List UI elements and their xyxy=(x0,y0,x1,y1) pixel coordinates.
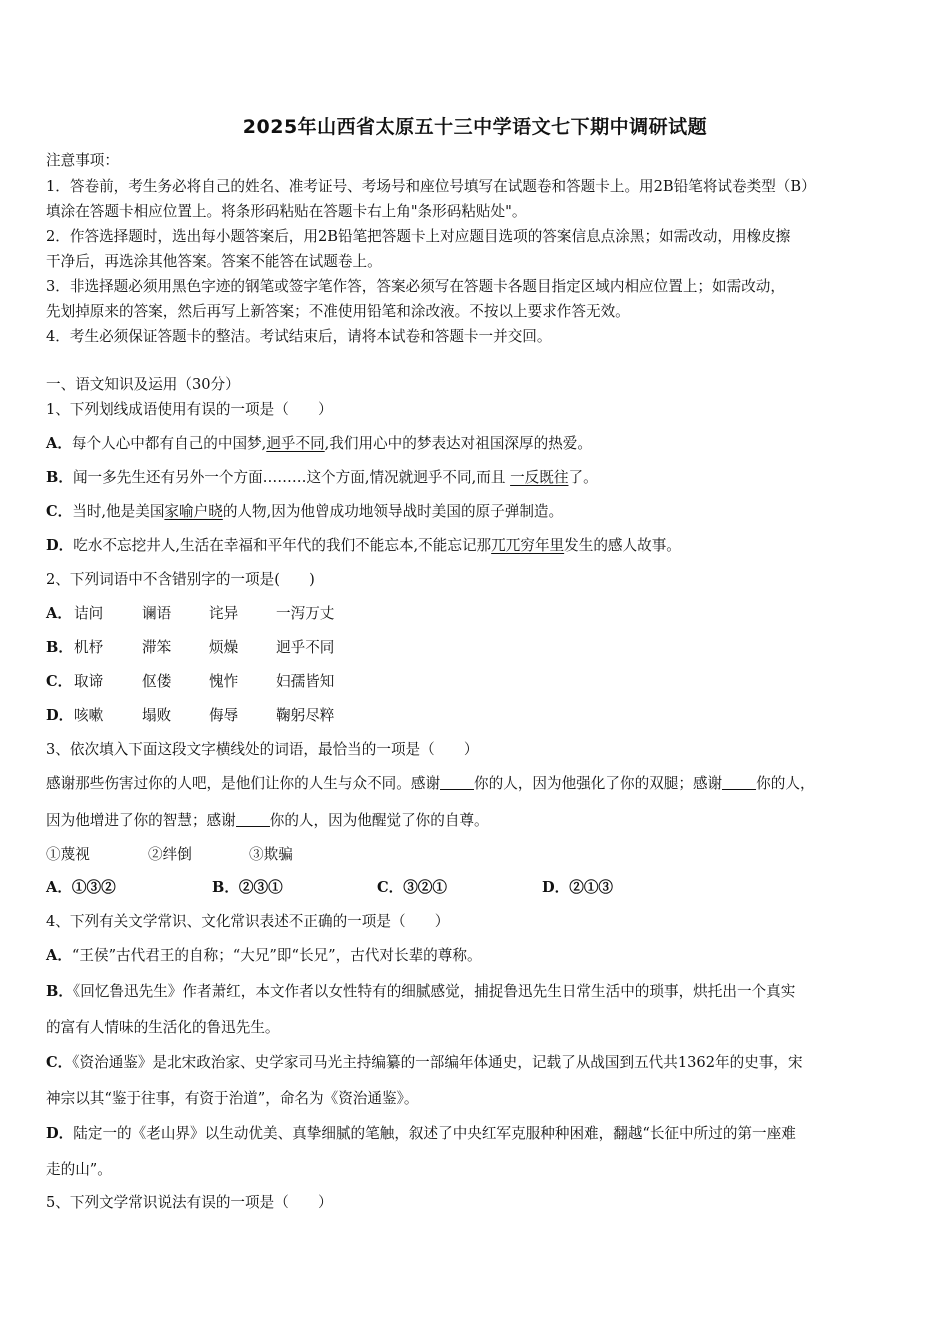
underlined-idiom: 一反既往 xyxy=(510,469,569,486)
question-1-stem: 1、下列划线成语使用有误的一项是（ ） xyxy=(46,401,333,418)
passage-text: 你的人， xyxy=(756,775,815,792)
q1-option-c xyxy=(46,502,908,522)
section-heading: 一、语文知识及运用（30分） xyxy=(46,376,240,393)
word: 机杼 xyxy=(74,639,104,656)
fill-blank xyxy=(722,775,756,790)
word: 妇孺皆知 xyxy=(276,673,335,690)
notice-heading: 注意事项： xyxy=(46,152,119,169)
underlined-idiom: 兀兀穷年里 xyxy=(491,537,565,554)
option-label: C． xyxy=(46,503,73,520)
notice-item: 干净后，再选涂其他答案。答案不能答在试题卷上。 xyxy=(46,253,382,270)
word: 一泻万丈 xyxy=(276,605,335,622)
q3-passage-line xyxy=(46,811,908,831)
option-label: C． xyxy=(46,1054,73,1071)
option-label: A． xyxy=(46,435,72,452)
option-label: B． xyxy=(46,983,73,1000)
option-label: A． xyxy=(46,947,72,964)
word: 滞笨 xyxy=(142,639,172,656)
q4-option-b: B．《回忆鲁迅先生》作者萧红，本文作者以女性特有的细腻感觉，捕捉鲁迅先生日常生活中的琐事，烘托出一个真实 xyxy=(46,983,796,1000)
underlined-idiom: 家喻户晓 xyxy=(164,503,223,520)
word: 伛偻 xyxy=(142,673,172,690)
option-label: D． xyxy=(46,537,74,554)
q4-option-d: D．陆定一的《老山界》以生动优美、真挚细腻的笔触，叙述了中央红军克服种种困难，翻越“长征中所过的第一座难 xyxy=(46,1125,796,1142)
option-text: 吃水不忘挖井人,生活在幸福和平年代的我们不能忘本,不能忘记那 xyxy=(73,537,492,554)
word: ③欺骗 xyxy=(249,846,293,863)
question-2-stem: 2、下列词语中不含错别字的一项是( ) xyxy=(46,571,315,588)
option-text: ,我们用心中的梦表达对祖国深厚的热爱。 xyxy=(324,435,592,452)
q4-option-b-cont: 的富有人情味的生活化的鲁迅先生。 xyxy=(46,1019,280,1036)
word: 谰语 xyxy=(142,605,172,622)
answer-option: B．②③① xyxy=(212,879,283,896)
q1-option-b xyxy=(46,468,908,488)
word: ①蔑视 xyxy=(46,846,90,863)
passage-text: 你的人，因为他强化了你的双腿；感谢 xyxy=(474,775,723,792)
underlined-idiom: 迥乎不同 xyxy=(266,435,325,452)
word: 烦燥 xyxy=(209,639,239,656)
option-label: C． xyxy=(46,673,73,690)
notice-item: 3．非选择题必须用黑色字迹的钢笔或签字笔作答，答案必须写在答题卡各题目指定区域内相应位置上；如需改动， xyxy=(46,278,785,295)
notice-item: 2．作答选择题时，选出每小题答案后，用2B铅笔把答题卡上对应题目选项的答案信息点涂黑；如需改动，用橡皮擦 xyxy=(46,228,791,245)
notice-item: 4．考生必须保证答题卡的整洁。考试结束后，请将本试卷和答题卡一并交回。 xyxy=(46,328,552,345)
q4-option-c-cont: 神宗以其“鉴于往事，有资于治道”，命名为《资治通鉴》。 xyxy=(46,1090,419,1107)
option-text: 当时,他是美国 xyxy=(72,503,165,520)
word: 塌败 xyxy=(142,707,172,724)
q4-option-d-cont: 走的山”。 xyxy=(46,1161,112,1178)
q4-option-c: C．《资治通鉴》是北宋政治家、史学家司马光主持编纂的一部编年体通史，记载了从战国到五代共1362年的史事，宋 xyxy=(46,1054,803,1071)
option-text: 发生的感人故事。 xyxy=(564,537,681,554)
question-5-stem: 5、下列文学常识说法有误的一项是（ ） xyxy=(46,1194,333,1211)
fill-blank xyxy=(236,812,270,827)
option-text: 了。 xyxy=(568,469,598,486)
word: 鞠躬尽粹 xyxy=(276,707,335,724)
answer-option: C．③②① xyxy=(377,879,447,896)
passage-text: 你的人，因为他醒觉了你的自尊。 xyxy=(269,812,489,829)
option-text: 每个人心中都有自己的中国梦, xyxy=(71,435,267,452)
word: 咳嗽 xyxy=(74,707,104,724)
q1-option-d xyxy=(46,536,908,556)
passage-text: 感谢那些伤害过你的人吧，是他们让你的人生与众不同。感谢 xyxy=(46,775,441,792)
q4-option-a: A．“王侯”古代君王的自称；“大兄”即“长兄”，古代对长辈的尊称。 xyxy=(46,947,482,964)
word: 取谛 xyxy=(74,673,104,690)
word: 迥乎不同 xyxy=(276,639,335,656)
option-label: D． xyxy=(46,707,74,724)
notice-item: 先划掉原来的答案，然后再写上新答案；不准使用铅笔和涂改液。不按以上要求作答无效。 xyxy=(46,303,630,320)
word: ②绊倒 xyxy=(148,846,192,863)
question-4-stem: 4、下列有关文学常识、文化常识表述不正确的一项是（ ） xyxy=(46,913,450,930)
passage-text: 因为他增进了你的智慧；感谢 xyxy=(46,812,236,829)
notice-item: 1．答卷前，考生务必将自己的姓名、准考证号、考场号和座位号填写在试题卷和答题卡上。用2B铅笔将试卷类型（B） xyxy=(46,178,816,195)
option-text: 的人物,因为他曾成功地领导战时美国的原子弹制造。 xyxy=(222,503,564,520)
fill-blank xyxy=(440,775,474,790)
question-3-stem: 3、依次填入下面这段文字横线处的词语，最恰当的一项是（ ） xyxy=(46,741,479,758)
q1-option-a xyxy=(46,434,908,454)
option-text: 闻一多先生还有另外一个方面………这个方面,情况就迥乎不同,而且 xyxy=(72,469,511,486)
option-label: A． xyxy=(46,605,72,622)
answer-option: A．①③② xyxy=(46,879,116,896)
word: 侮辱 xyxy=(209,707,239,724)
q3-passage-line xyxy=(46,774,908,794)
word: 诧异 xyxy=(209,605,239,622)
notice-item: 填涂在答题卡相应位置上。将条形码粘贴在答题卡右上角"条形码粘贴处"。 xyxy=(46,203,527,220)
answer-option: D．②①③ xyxy=(542,879,614,896)
option-label: B． xyxy=(46,469,73,486)
word: 愧怍 xyxy=(209,673,239,690)
option-label: D． xyxy=(46,1125,74,1142)
page-title: 2025年山西省太原五十三中学语文七下期中调研试题 xyxy=(242,116,708,138)
word: 诘问 xyxy=(74,605,104,622)
option-label: B． xyxy=(46,639,73,656)
